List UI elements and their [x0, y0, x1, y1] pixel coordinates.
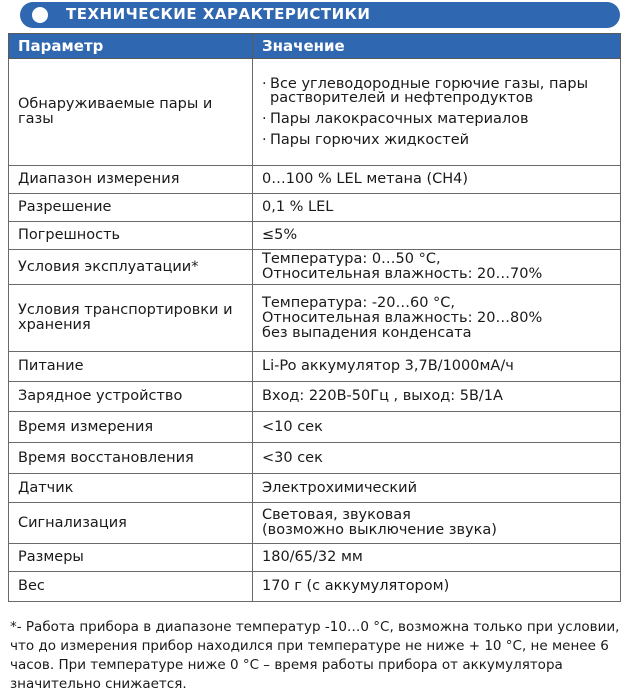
value-line: ≤5%	[262, 227, 298, 243]
table-row	[9, 194, 621, 222]
value-cell	[253, 285, 621, 352]
value-line: Электрохимический	[262, 479, 418, 496]
table-row	[9, 382, 621, 412]
value-cell	[253, 222, 621, 250]
table-row	[9, 222, 621, 250]
param-cell: Сигнализация	[9, 503, 253, 544]
footnote: *- Работа прибора в диапазоне температур -10…0 °С, возможна только при условии, что до измерения прибор находился при температуре не ниже + 10 °С, не менее 6 часов. При температуре ниже 0 °С – время работы прибора от аккумулятора значительно снижается.	[10, 619, 620, 692]
param-cell: Разрешение	[9, 194, 253, 222]
banner-bullet-icon	[32, 7, 48, 23]
table-row	[9, 474, 621, 503]
bullet-dot-icon: ·	[262, 76, 267, 92]
value-cell	[253, 544, 621, 572]
bullet-text: Пары горючих жидкостей	[270, 132, 470, 148]
value-bullet-list	[262, 77, 611, 147]
value-line: Световая, звуковая	[262, 507, 411, 523]
table-body	[9, 59, 621, 602]
table-header-row	[9, 34, 621, 59]
value-cell	[253, 166, 621, 194]
list-item	[262, 112, 611, 126]
value-cell	[253, 352, 621, 382]
bullet-dot-icon: ·	[262, 132, 267, 148]
specs-table	[8, 33, 621, 602]
value-line: Li-Po аккумулятор 3,7В/1000мА/ч	[262, 358, 514, 374]
table-row	[9, 59, 621, 166]
value-line: 0…100 % LEL метана (CH4)	[262, 171, 469, 187]
table-row	[9, 412, 621, 443]
value-cell	[253, 194, 621, 222]
table-row	[9, 544, 621, 572]
value-line: <10 сек	[262, 418, 323, 435]
param-cell: Время измерения	[9, 412, 253, 443]
section-banner	[20, 2, 620, 28]
param-cell: Питание	[9, 352, 253, 382]
section-title: ТЕХНИЧЕСКИЕ ХАРАКТЕРИСТИКИ	[66, 5, 371, 23]
value-cell	[253, 572, 621, 602]
value-line: без выпадения конденсата	[262, 324, 472, 341]
bullet-dot-icon: ·	[262, 111, 267, 127]
column-header-param: Параметр	[9, 34, 253, 59]
table-row	[9, 503, 621, 544]
param-cell: Условия эксплуатации*	[9, 250, 253, 285]
table-row	[9, 250, 621, 285]
param-cell: Обнаруживаемые пары и газы	[9, 59, 253, 166]
value-cell	[253, 474, 621, 503]
param-cell: Датчик	[9, 474, 253, 503]
table-row	[9, 352, 621, 382]
value-line: (возможно выключение звука)	[262, 522, 497, 538]
value-line: Относительная влажность: 20…80%	[262, 309, 543, 326]
value-cell	[253, 503, 621, 544]
param-cell: Погрешность	[9, 222, 253, 250]
param-cell: Вес	[9, 572, 253, 602]
column-header-value: Значение	[253, 34, 621, 59]
param-cell: Зарядное устройство	[9, 382, 253, 412]
list-item	[262, 77, 611, 105]
table-row	[9, 166, 621, 194]
param-cell: Размеры	[9, 544, 253, 572]
table-row	[9, 443, 621, 474]
value-line: Температура: 0…50 °С,	[262, 251, 441, 267]
value-line: 0,1 % LEL	[262, 199, 334, 215]
list-item	[262, 133, 611, 147]
value-cell	[253, 412, 621, 443]
value-cell	[253, 59, 621, 166]
param-cell: Диапазон измерения	[9, 166, 253, 194]
value-cell	[253, 382, 621, 412]
value-line: <30 сек	[262, 449, 323, 466]
value-line: Вход: 220В-50Гц , выход: 5В/1А	[262, 388, 503, 404]
param-cell: Время восстановления	[9, 443, 253, 474]
bullet-text: Пары лакокрасочных материалов	[270, 111, 529, 127]
bullet-text: Все углеводородные горючие газы, пары растворителей и нефтепродуктов	[270, 76, 589, 106]
table-row	[9, 285, 621, 352]
table-row	[9, 572, 621, 602]
param-cell: Условия транспортировки и хранения	[9, 285, 253, 352]
value-cell	[253, 443, 621, 474]
value-line: Температура: -20…60 °С,	[262, 294, 456, 311]
value-line: 170 г (с аккумулятором)	[262, 578, 450, 594]
value-cell	[253, 250, 621, 285]
value-line: Относительная влажность: 20…70%	[262, 266, 543, 282]
value-line: 180/65/32 мм	[262, 549, 363, 565]
